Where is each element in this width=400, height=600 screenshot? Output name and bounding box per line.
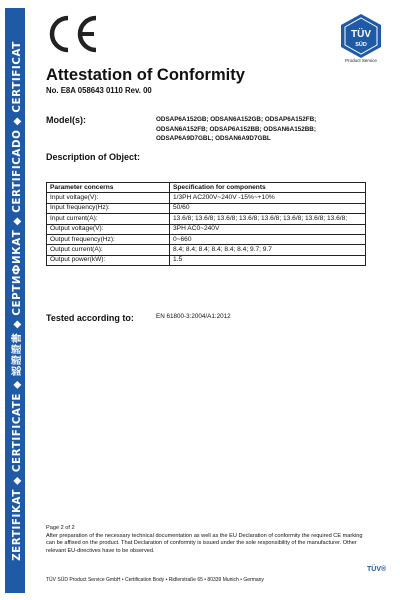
- document-title: Attestation of Conformity: [46, 66, 245, 84]
- tuv-logo-text: TÜV: [351, 29, 371, 40]
- parameter-value: 3PH AC0~240V: [170, 224, 366, 234]
- table-row: [47, 245, 366, 255]
- tuv-logo-sub: SÜD: [355, 42, 367, 48]
- parameters-table: [46, 182, 366, 266]
- page-number: Page 2 of 2: [46, 525, 75, 531]
- tuv-product-service: Product Service: [345, 58, 377, 63]
- parameter-value: 0~660: [170, 235, 366, 245]
- footnote: After preparation of the necessary technical documentation as well as the EU Declaration of conformity the required CE marking can be affixed on the product. That Declaration of conformity is issued under the sole responsibility of the manufacturer. Other relevant EU-directives have to be observed.: [46, 533, 363, 554]
- table-header-cell: Specification for components: [170, 183, 366, 193]
- ce-mark-icon: [44, 14, 102, 54]
- parameter-name: Input frequency(Hz):: [47, 203, 170, 213]
- models-label: Model(s):: [46, 115, 86, 125]
- table-row: [47, 255, 366, 265]
- footer-address: TÜV SÜD Product Service GmbH • Certification Body • Ridlerstraße 65 • 80339 Munich • Germany: [46, 577, 264, 583]
- parameter-value: 1.5: [170, 255, 366, 265]
- parameter-value: 13.6/8; 13.6/8; 13.6/8; 13.6/8; 13.6/8; 13.6/8; 13.6/8; 13.6/8;: [170, 214, 366, 224]
- side-band: [5, 8, 25, 593]
- description-label: Description of Object:: [46, 152, 141, 162]
- parameter-value: 8.4; 8.4; 8.4; 8.4; 8.4; 8.4; 9.7; 9.7: [170, 245, 366, 255]
- parameter-value: 50/60: [170, 203, 366, 213]
- parameter-name: Output voltage(V):: [47, 224, 170, 234]
- tuv-logo-icon: [338, 13, 384, 59]
- parameter-name: Output power(kW):: [47, 255, 170, 265]
- parameter-name: Input current(A):: [47, 214, 170, 224]
- parameter-name: Input voltage(V):: [47, 193, 170, 203]
- table-row: [47, 214, 366, 224]
- certificate-number: No. E8A 058643 0110 Rev. 00: [46, 86, 152, 95]
- table-row: [47, 224, 366, 234]
- table-header-row: [47, 183, 366, 193]
- tested-standard: EN 61800-3:2004/A1:2012: [156, 313, 231, 320]
- parameter-value: 1/3PH AC200V~240V -15%~+10%: [170, 193, 366, 203]
- footer-tuv-logo: TÜV®: [367, 566, 387, 573]
- table-header-cell: Parameter concerns: [47, 183, 170, 193]
- side-band-text: ZERTIFIKAT ◆ CERTIFICATE ◆ 認證證書 ◆ СЕРТИФИКАТ ◆ CERTIFICADO ◆ CERTIFICAT: [10, 40, 23, 561]
- models-value: ODSAP6A152GB; ODSAN6A152GB; ODSAP6A152FB; ODSAN6A152FB; ODSAP6A152BB; ODSAN6A152BB; ODSAP6A9D7GBL; ODSAN6A9D7GBL: [156, 116, 317, 142]
- table-row: [47, 193, 366, 203]
- tested-label: Tested according to:: [46, 313, 134, 323]
- parameter-name: Output frequency(Hz):: [47, 235, 170, 245]
- parameter-name: Output current(A):: [47, 245, 170, 255]
- table-row: [47, 235, 366, 245]
- table-row: [47, 203, 366, 213]
